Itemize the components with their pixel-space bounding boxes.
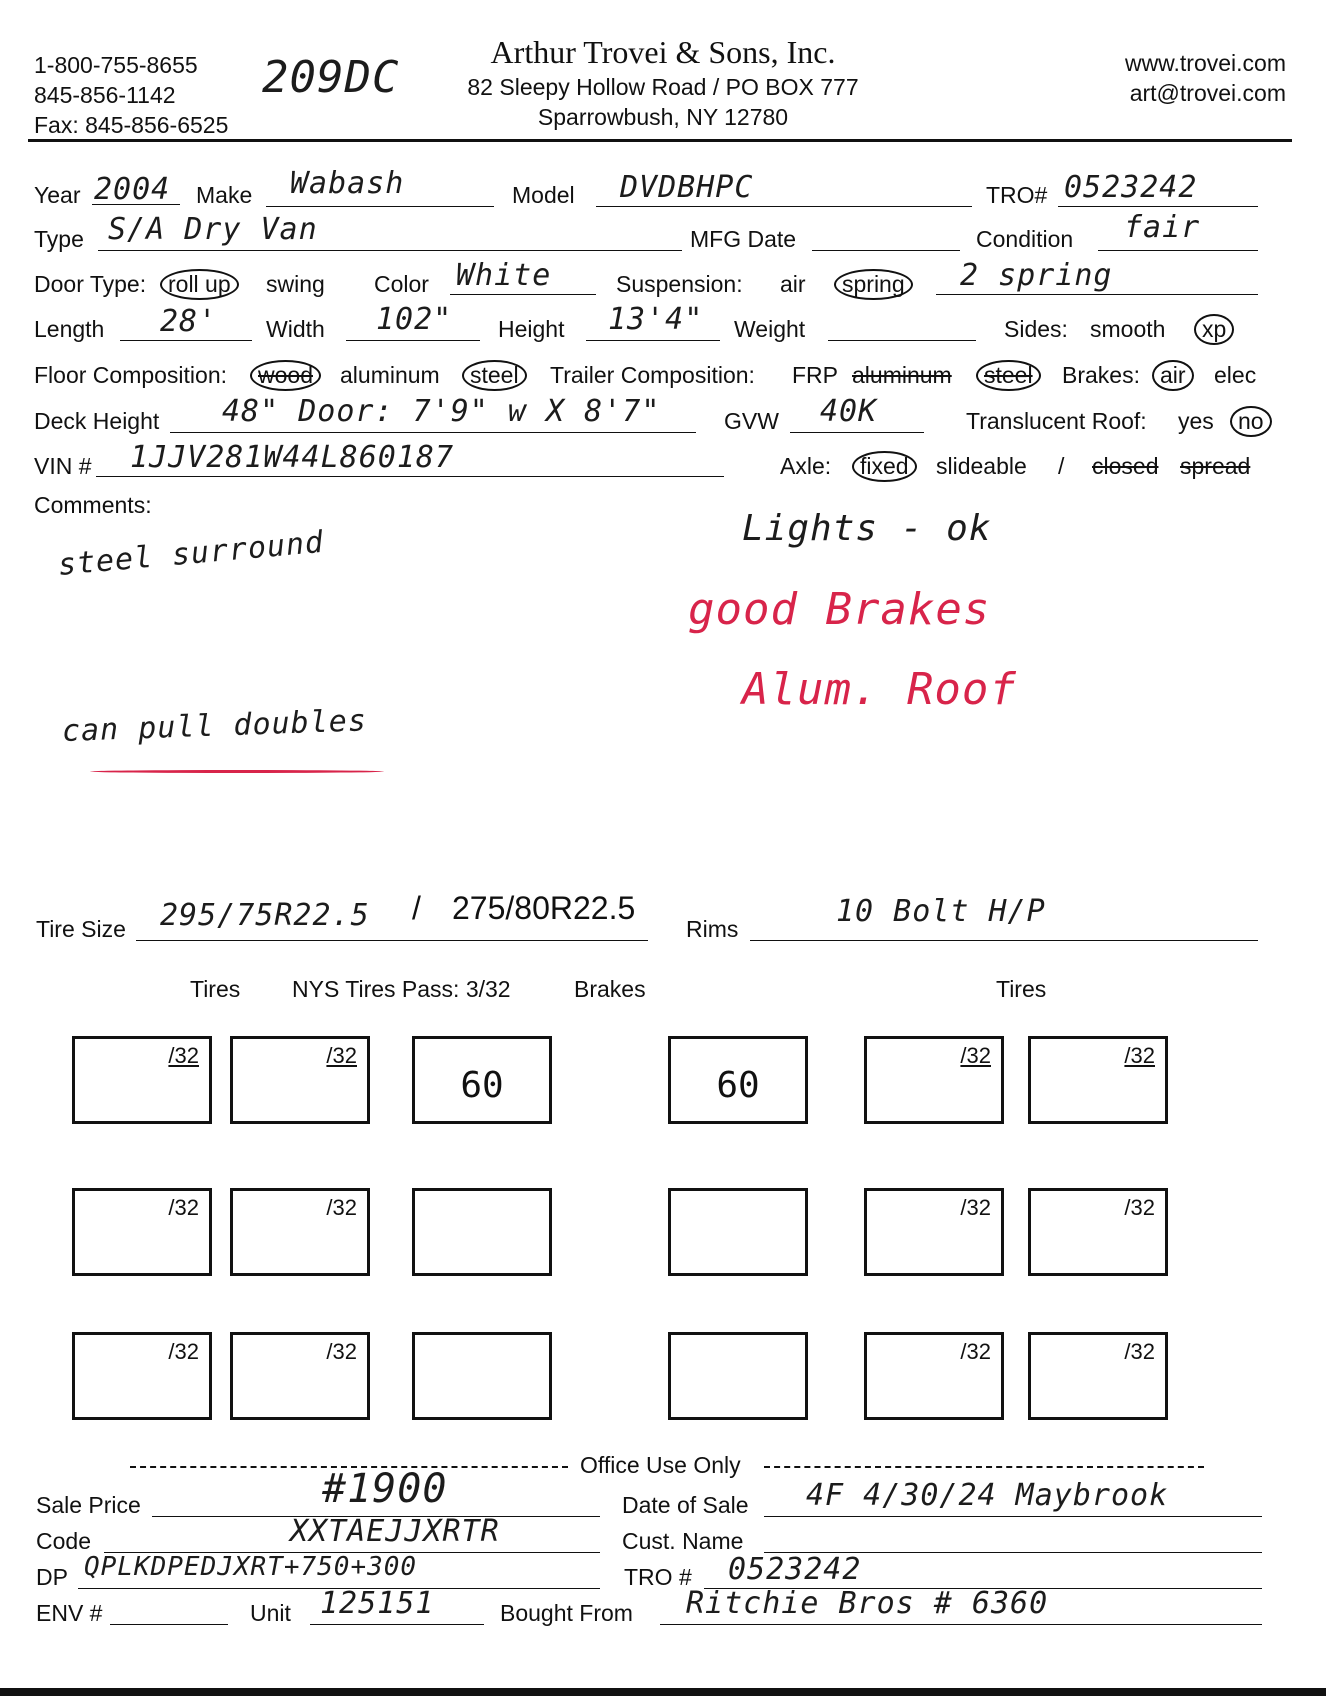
brakes-elec-option[interactable]: elec [1214,362,1257,388]
gvw-label: GVW [724,408,779,434]
suspension-spring-option[interactable]: spring [834,269,913,300]
door-rollup-option[interactable]: roll up [160,269,239,300]
tire-box-r2-b[interactable]: /32 [1028,1188,1168,1276]
type-value[interactable]: S/A Dry Van [108,212,318,247]
dp-label: DP [36,1564,68,1590]
model-label: Model [512,182,575,208]
comment-lights-ok: Lights - ok [742,508,992,549]
phone-tollfree: 1-800-755-8655 [34,52,198,78]
suspension-air-option[interactable]: air [780,271,806,297]
roof-no-option[interactable]: no [1230,406,1272,437]
width-label: Width [266,316,325,342]
model-value[interactable]: DVDBHPC [620,170,754,205]
tire-box-r1-c[interactable]: /32 [864,1332,1004,1420]
width-value[interactable]: 102" [376,302,453,337]
tro-value[interactable]: 0523242 [1064,170,1198,205]
axle-label: Axle: [780,453,832,479]
vin-label: VIN # [34,453,92,479]
office-tro-value[interactable]: 0523242 [728,1552,862,1587]
company-name: Arthur Trovei & Sons, Inc. [490,34,836,70]
red-underline [90,770,384,773]
axle-closed-option[interactable]: closed [1092,453,1159,479]
height-value[interactable]: 13'4" [608,302,704,337]
sides-smooth-option[interactable]: smooth [1090,316,1166,342]
code-value[interactable]: XXTAEJJXRTR [290,1514,500,1549]
brakes-label: Brakes: [1062,362,1140,388]
brake-box-left-c[interactable] [412,1332,552,1420]
deck-height-label: Deck Height [34,408,160,434]
brake-box-right-c[interactable] [668,1332,808,1420]
bought-from-label: Bought From [500,1600,633,1626]
nys-tires-pass: NYS Tires Pass: 3/32 [292,976,511,1002]
color-label: Color [374,271,429,297]
tire-box-l2-c[interactable]: /32 [230,1332,370,1420]
code-label: Code [36,1528,91,1554]
brake-box-left-b[interactable] [412,1188,552,1276]
tire-size-printed: 275/80R22.5 [452,890,636,926]
phone-local: 845-856-1142 [34,82,176,108]
tire-box-l2-b[interactable]: /32 [230,1188,370,1276]
unit-label: Unit [250,1600,291,1626]
tires-left-header: Tires [190,976,241,1002]
brake-box-left-a[interactable] [412,1036,552,1124]
translucent-roof-label: Translucent Roof: [966,408,1147,434]
axle-spread-option[interactable]: spread [1180,453,1251,479]
sides-label: Sides: [1004,316,1068,342]
door-swing-option[interactable]: swing [266,271,325,297]
year-value[interactable]: 2004 [94,172,171,207]
company-email[interactable]: art@trovei.com [1129,80,1286,106]
make-label: Make [196,182,253,208]
tire-box-r1-a[interactable]: /32 [864,1036,1004,1124]
door-type-label: Door Type: [34,271,147,297]
tire-box-r2-c[interactable]: /32 [1028,1332,1168,1420]
condition-value[interactable]: fair [1124,210,1201,245]
type-label: Type [34,226,84,252]
comment-steel-surround: steel surround [56,524,326,583]
cust-name-label: Cust. Name [622,1528,744,1554]
comments-label: Comments: [34,492,152,518]
company-address-1: 82 Sleepy Hollow Road / PO BOX 777 [467,74,859,100]
comment-can-pull-doubles: can pull doubles [61,703,368,749]
trailer-composition-label: Trailer Composition: [550,362,755,388]
roof-yes-option[interactable]: yes [1178,408,1214,434]
brake-left-value: 60 [460,1065,504,1106]
tires-right-header: Tires [996,976,1047,1002]
comment-alum-roof: Alum. Roof [742,664,1017,715]
rims-value[interactable]: 10 Bolt H/P [836,894,1046,929]
office-tro-label: TRO # [624,1564,692,1590]
brakes-air-option[interactable]: air [1152,360,1194,391]
floor-aluminum-option[interactable]: aluminum [340,362,440,388]
condition-label: Condition [976,226,1074,252]
dp-value[interactable]: QPLKDPEDJXRT+750+300 [84,1552,418,1582]
vin-value[interactable]: 1JJV281W44L860187 [130,440,455,475]
tire-size-handwritten[interactable]: 295/75R22.5 [160,898,370,933]
rims-label: Rims [686,916,739,942]
tire-size-label: Tire Size [36,916,126,942]
axle-fixed-option[interactable]: fixed [852,451,917,482]
office-use-only-title: Office Use Only [580,1452,741,1478]
handwritten-code: 209DC [262,52,400,103]
tire-box-r1-b[interactable]: /32 [864,1188,1004,1276]
tire-box-l1-b[interactable]: /32 [72,1188,212,1276]
color-value[interactable]: White [456,258,552,293]
bought-from-value[interactable]: Ritchie Bros # 6360 [686,1586,1049,1621]
company-address-2: Sparrowbush, NY 12780 [537,104,789,130]
date-of-sale-value[interactable]: 4F 4/30/24 Maybrook [806,1478,1169,1513]
make-value[interactable]: Wabash [290,166,405,201]
axle-slash: / [1058,453,1065,479]
sale-price-value[interactable]: #1900 [322,1466,448,1512]
floor-composition-label: Floor Composition: [34,362,228,388]
office-divider-right [764,1466,1204,1468]
weight-label: Weight [734,316,806,342]
tire-box-l1-a[interactable]: /32 [72,1036,212,1124]
sale-price-label: Sale Price [36,1492,141,1518]
suspension-note[interactable]: 2 spring [960,258,1113,293]
company-website[interactable]: www.trovei.com [1124,50,1286,76]
brake-box-right-b[interactable] [668,1188,808,1276]
year-label: Year [34,182,81,208]
fax-number: Fax: 845-856-6525 [34,112,229,138]
floor-steel-option[interactable]: steel [462,360,527,391]
brake-box-right-a[interactable] [668,1036,808,1124]
brakes-header: Brakes [574,976,646,1002]
tire-box-l1-c[interactable]: /32 [72,1332,212,1420]
tro-label: TRO# [986,182,1048,208]
trailer-frp-option[interactable]: FRP [792,362,838,388]
trailer-aluminum-option[interactable]: aluminum [852,362,952,388]
header-divider [28,139,1292,142]
scan-edge [0,1688,1326,1696]
length-value[interactable]: 28' [160,304,218,339]
mfg-date-label: MFG Date [690,226,797,252]
unit-value[interactable]: 125151 [320,1586,435,1621]
axle-slideable-option[interactable]: slideable [936,453,1027,479]
height-label: Height [498,316,565,342]
tire-size-slash: / [412,890,421,926]
trailer-steel-option[interactable]: steel [976,360,1041,391]
tire-box-r2-a[interactable]: /32 [1028,1036,1168,1124]
gvw-value[interactable]: 40K [820,394,878,429]
length-label: Length [34,316,105,342]
date-of-sale-label: Date of Sale [622,1492,749,1518]
deck-height-value[interactable]: 48" Door: 7'9" w X 8'7" [222,394,661,429]
brake-right-value: 60 [716,1065,760,1106]
suspension-label: Suspension: [616,271,743,297]
floor-wood-option[interactable]: wood [250,360,321,391]
sides-xp-option[interactable]: xp [1194,314,1234,345]
env-label: ENV # [36,1600,103,1626]
comment-good-brakes: good Brakes [688,584,991,635]
tire-box-l2-a[interactable]: /32 [230,1036,370,1124]
